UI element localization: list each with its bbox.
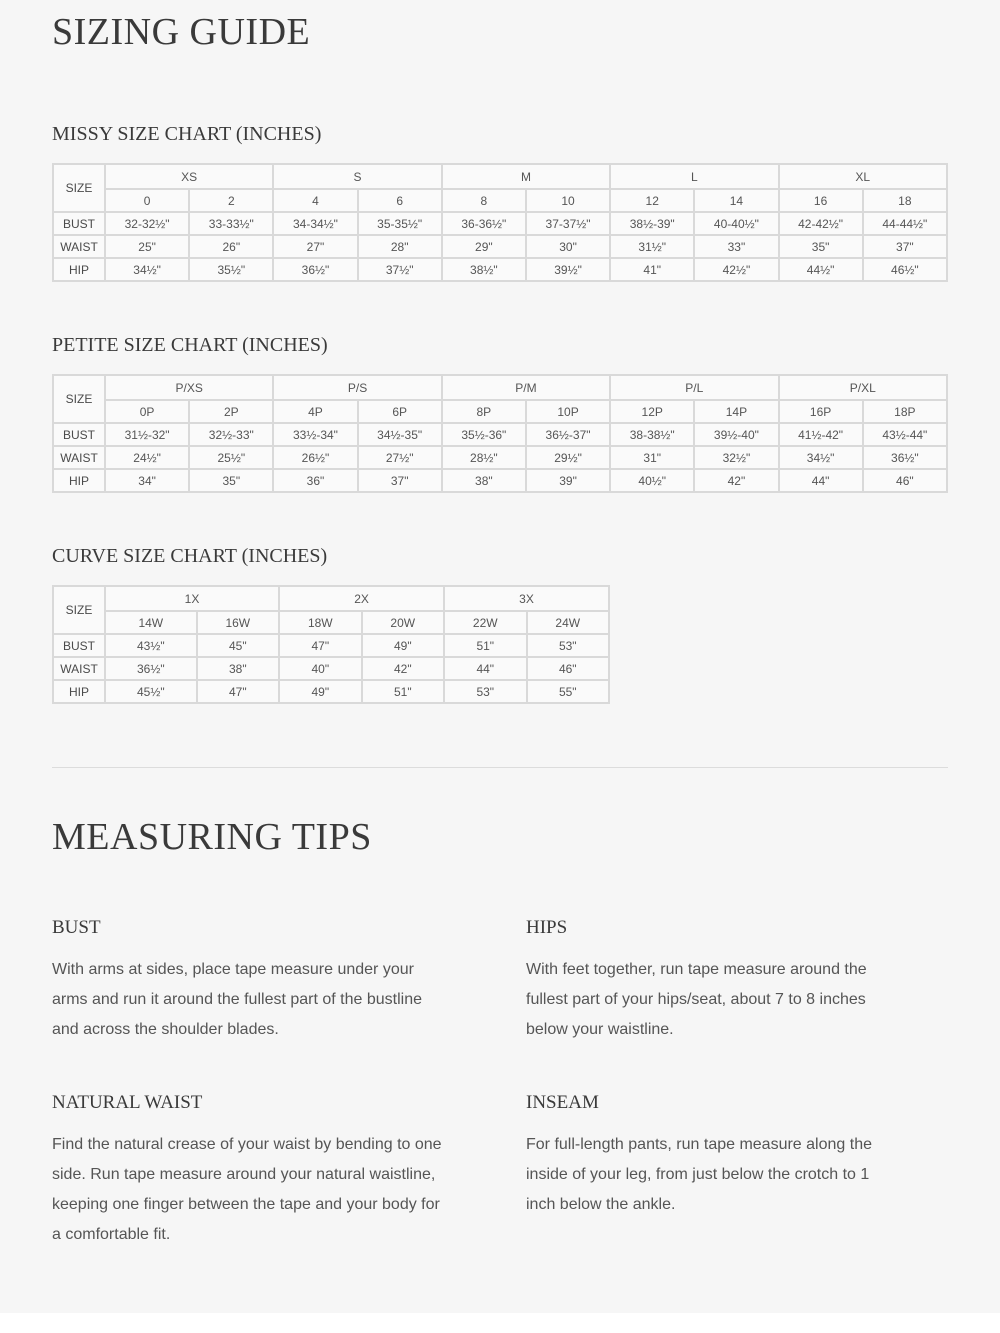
hips-tip-title: HIPS <box>526 917 568 938</box>
natural-waist-tip-title: NATURAL WAIST <box>52 1092 203 1113</box>
measurement-value: 42" <box>362 657 444 680</box>
measurement-value: 49" <box>362 634 444 657</box>
curve-chart-title: CURVE SIZE CHART (INCHES) <box>52 545 328 567</box>
measurement-value: 53" <box>527 634 610 657</box>
size-group-l: L <box>610 164 778 189</box>
measurement-value: 38" <box>442 469 526 492</box>
size-number: 16P <box>779 400 863 423</box>
petite-size-table <box>52 374 948 493</box>
size-label: SIZE <box>53 375 105 423</box>
size-group-ps: P/S <box>273 375 441 400</box>
measurement-value: 43½-44" <box>863 423 947 446</box>
measurement-value: 41" <box>610 258 694 281</box>
size-group-3x: 3X <box>444 586 609 611</box>
size-number: 0P <box>105 400 189 423</box>
hips-tip-text: With feet together, run tape measure around the fullest part of your hips/seat, about 7 to 8 inches below your waistline. <box>526 961 867 1038</box>
measurement-value: 39" <box>526 469 610 492</box>
size-number-row <box>53 400 947 423</box>
measurement-value: 39½-40" <box>694 423 778 446</box>
measurement-value: 31½" <box>610 235 694 258</box>
missy-size-table <box>52 163 948 282</box>
measurement-value: 46" <box>527 657 610 680</box>
measurement-value: 35" <box>779 235 863 258</box>
measurement-value: 46" <box>863 469 947 492</box>
measurement-value: 33" <box>694 235 778 258</box>
size-number: 8 <box>442 189 526 212</box>
measurement-value: 25" <box>105 235 189 258</box>
footer-band <box>0 1313 1000 1333</box>
measurement-value: 36½" <box>863 446 947 469</box>
measurement-value: 38½" <box>442 258 526 281</box>
measurement-value: 24½" <box>105 446 189 469</box>
measurement-value: 34½" <box>779 446 863 469</box>
size-number: 10 <box>526 189 610 212</box>
size-number: 0 <box>105 189 189 212</box>
size-number: 22W <box>444 611 526 634</box>
size-group-s: S <box>273 164 441 189</box>
measurement-value: 34-34½" <box>273 212 357 235</box>
measurement-value: 45½" <box>105 680 197 703</box>
measurement-label-hip: HIP <box>53 469 105 492</box>
measurement-value: 38" <box>197 657 279 680</box>
measurement-value: 34" <box>105 469 189 492</box>
size-number: 4P <box>273 400 357 423</box>
size-group-pm: P/M <box>442 375 610 400</box>
measurement-value: 55" <box>527 680 610 703</box>
measurement-value: 42½" <box>694 258 778 281</box>
measurement-value: 28½" <box>442 446 526 469</box>
measurement-value: 44½" <box>779 258 863 281</box>
size-label: SIZE <box>53 586 105 634</box>
size-number: 14P <box>694 400 778 423</box>
table-row <box>53 680 609 703</box>
measurement-label-bust: BUST <box>53 634 105 657</box>
table-row <box>53 446 947 469</box>
size-number: 14 <box>694 189 778 212</box>
measurement-label-waist: WAIST <box>53 657 105 680</box>
measurement-value: 31" <box>610 446 694 469</box>
size-group-m: M <box>442 164 610 189</box>
measurement-value: 35-35½" <box>358 212 442 235</box>
measurement-label-hip: HIP <box>53 680 105 703</box>
measurement-value: 49" <box>279 680 361 703</box>
size-number: 18 <box>863 189 947 212</box>
size-group-2x: 2X <box>279 586 444 611</box>
measurement-value: 34½" <box>105 258 189 281</box>
size-number: 16 <box>779 189 863 212</box>
measurement-value: 29½" <box>526 446 610 469</box>
measurement-value: 44-44½" <box>863 212 947 235</box>
table-row <box>53 423 947 446</box>
bust-tip-title: BUST <box>52 917 101 938</box>
natural-waist-tip-text: Find the natural crease of your waist by bending to one side. Run tape measure around your natural waistline, keeping one finger between the tape and your body for a comfortable fit. <box>52 1136 442 1243</box>
measurement-value: 37" <box>863 235 947 258</box>
size-number: 4 <box>273 189 357 212</box>
measurement-value: 34½-35" <box>358 423 442 446</box>
size-group-pxl: P/XL <box>779 375 948 400</box>
measurement-value: 30" <box>526 235 610 258</box>
measurement-value: 36½" <box>273 258 357 281</box>
bust-tip-text: With arms at sides, place tape measure under your arms and run it around the fullest part of the bustline and across the shoulder blades. <box>52 961 422 1038</box>
size-number: 6P <box>358 400 442 423</box>
size-number: 10P <box>526 400 610 423</box>
size-group-1x: 1X <box>105 586 279 611</box>
measurement-value: 31½-32" <box>105 423 189 446</box>
curve-size-table <box>52 585 610 704</box>
measurement-value: 40½" <box>610 469 694 492</box>
size-number-row <box>53 189 947 212</box>
measurement-value: 45" <box>197 634 279 657</box>
size-number: 8P <box>442 400 526 423</box>
measurement-value: 27½" <box>358 446 442 469</box>
table-row <box>53 258 947 281</box>
measurement-value: 51" <box>444 634 526 657</box>
measurement-value: 35½" <box>189 258 273 281</box>
size-number: 24W <box>527 611 610 634</box>
measurement-value: 40-40½" <box>694 212 778 235</box>
measurement-value: 36-36½" <box>442 212 526 235</box>
measurement-value: 47" <box>279 634 361 657</box>
measurement-value: 51" <box>362 680 444 703</box>
measurement-value: 28" <box>358 235 442 258</box>
group-header-row <box>53 375 947 400</box>
table-row <box>53 634 609 657</box>
size-label: SIZE <box>53 164 105 212</box>
page-title: SIZING GUIDE <box>52 11 311 53</box>
measurement-value: 41½-42" <box>779 423 863 446</box>
size-number: 12P <box>610 400 694 423</box>
measurement-value: 38-38½" <box>610 423 694 446</box>
size-number-row <box>53 611 609 634</box>
size-group-pxs: P/XS <box>105 375 273 400</box>
measurement-label-bust: BUST <box>53 212 105 235</box>
size-number: 18P <box>863 400 947 423</box>
measurement-value: 36½-37" <box>526 423 610 446</box>
group-header-row <box>53 164 947 189</box>
measurement-value: 42" <box>694 469 778 492</box>
measurement-label-waist: WAIST <box>53 446 105 469</box>
table-row <box>53 657 609 680</box>
measurement-label-bust: BUST <box>53 423 105 446</box>
inseam-tip-title: INSEAM <box>526 1092 599 1113</box>
measurement-label-hip: HIP <box>53 258 105 281</box>
measurement-value: 47" <box>197 680 279 703</box>
measurement-value: 37" <box>358 469 442 492</box>
measurement-label-waist: WAIST <box>53 235 105 258</box>
measurement-value: 44" <box>779 469 863 492</box>
size-number: 20W <box>362 611 444 634</box>
measurement-value: 40" <box>279 657 361 680</box>
measurement-value: 32½" <box>694 446 778 469</box>
size-group-xl: XL <box>779 164 948 189</box>
measurement-value: 32-32½" <box>105 212 189 235</box>
measurement-value: 29" <box>442 235 526 258</box>
measurement-value: 26½" <box>273 446 357 469</box>
measurement-value: 37½" <box>358 258 442 281</box>
measurement-value: 32½-33" <box>189 423 273 446</box>
table-row <box>53 235 947 258</box>
size-number: 18W <box>279 611 361 634</box>
measurement-value: 44" <box>444 657 526 680</box>
measurement-value: 35½-36" <box>442 423 526 446</box>
table-row <box>53 212 947 235</box>
measurement-value: 36½" <box>105 657 197 680</box>
size-number: 2P <box>189 400 273 423</box>
measurement-value: 53" <box>444 680 526 703</box>
section-divider <box>52 767 948 768</box>
size-number: 12 <box>610 189 694 212</box>
measurement-value: 33½-34" <box>273 423 357 446</box>
size-number: 14W <box>105 611 197 634</box>
measurement-value: 39½" <box>526 258 610 281</box>
measurement-value: 46½" <box>863 258 947 281</box>
measurement-value: 36" <box>273 469 357 492</box>
size-number: 2 <box>189 189 273 212</box>
measurement-value: 37-37½" <box>526 212 610 235</box>
measurement-value: 25½" <box>189 446 273 469</box>
measurement-value: 38½-39" <box>610 212 694 235</box>
group-header-row <box>53 586 609 611</box>
measuring-tips-title: MEASURING TIPS <box>52 816 372 858</box>
missy-chart-title: MISSY SIZE CHART (INCHES) <box>52 123 322 145</box>
measurement-value: 42-42½" <box>779 212 863 235</box>
size-group-pl: P/L <box>610 375 778 400</box>
measurement-value: 35" <box>189 469 273 492</box>
table-row <box>53 469 947 492</box>
size-group-xs: XS <box>105 164 273 189</box>
inseam-tip-text: For full-length pants, run tape measure along the inside of your leg, from just below the crotch to 1 inch below the ankle. <box>526 1136 872 1213</box>
measurement-value: 27" <box>273 235 357 258</box>
measurement-value: 33-33½" <box>189 212 273 235</box>
petite-chart-title: PETITE SIZE CHART (INCHES) <box>52 334 328 356</box>
measurement-value: 26" <box>189 235 273 258</box>
size-number: 6 <box>358 189 442 212</box>
size-number: 16W <box>197 611 279 634</box>
measurement-value: 43½" <box>105 634 197 657</box>
